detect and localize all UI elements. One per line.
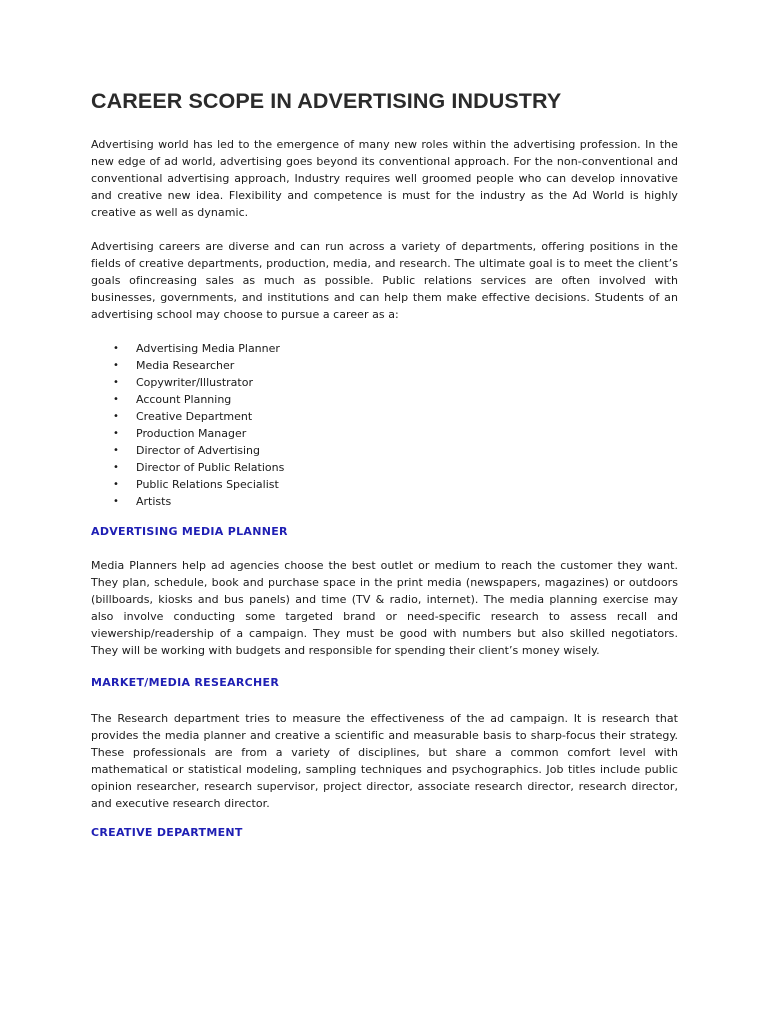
section-heading-media-researcher: MARKET/MEDIA RESEARCHER	[91, 676, 280, 689]
bullet-icon: •	[113, 411, 119, 422]
bullet-icon: •	[113, 394, 119, 405]
list-item	[91, 476, 284, 493]
document-title: CAREER SCOPE IN ADVERTISING INDUSTRY	[91, 89, 562, 113]
bullet-icon: •	[113, 462, 119, 473]
list-item-label: Advertising Media Planner	[136, 342, 280, 355]
list-item	[91, 408, 284, 425]
list-item	[91, 425, 284, 442]
list-item	[91, 459, 284, 476]
bullet-icon: •	[113, 360, 119, 371]
list-item	[91, 442, 284, 459]
bullet-icon: •	[113, 479, 119, 490]
career-list	[91, 340, 284, 510]
bullet-icon: •	[113, 343, 119, 354]
intro-paragraph: Advertising world has led to the emergence of many new roles within the advertising profession. In the new edge of ad world, advertising goes beyond its conventional approach. For the non-conventional and conventional advertising approach, Industry requires well groomed people who can develop innovative and creative new idea. Flexibility and competence is must for the industry as the Ad World is highly creative as well as dynamic.	[91, 138, 678, 219]
list-item-label: Artists	[136, 495, 172, 508]
list-item	[91, 340, 284, 357]
list-item	[91, 357, 284, 374]
bullet-icon: •	[113, 377, 119, 388]
list-item-label: Copywriter/Illustrator	[136, 376, 253, 389]
list-item	[91, 493, 284, 510]
list-item	[91, 391, 284, 408]
section-heading-creative-department: CREATIVE DEPARTMENT	[91, 826, 243, 839]
bullet-icon: •	[113, 428, 119, 439]
list-item-label: Director of Public Relations	[136, 461, 285, 474]
careers-paragraph: Advertising careers are diverse and can run across a variety of departments, offering positions in the fields of creative departments, production, media, and research. The ultimate goal is to meet the client’s goals ofincreasing sales as much as possible. Public relations services are often involved with businesses, governments, and institutions and can help them make effective decisions. Students of an advertising school may choose to pursue a career as a:	[91, 240, 678, 321]
list-item-label: Production Manager	[136, 427, 247, 440]
bullet-icon: •	[113, 496, 119, 507]
list-item-label: Media Researcher	[136, 359, 235, 372]
list-item-label: Creative Department	[136, 410, 253, 423]
list-item-label: Account Planning	[136, 393, 232, 406]
section-body-media-planner: Media Planners help ad agencies choose the best outlet or medium to reach the customer they want. They plan, schedule, book and purchase space in the print media (newspapers, magazines) or outdoors (billboards, kiosks and bus panels) and time (TV & radio, internet). The media planning exercise may also involve conducting some targeted brand or need-specific research to assess recall and viewership/readership of a campaign. They must be good with numbers but also skilled negotiators. They will be working with budgets and responsible for spending their client’s money wisely.	[91, 559, 678, 657]
section-body-media-researcher: The Research department tries to measure the effectiveness of the ad campaign. It is research that provides the media planner and creative a scientific and measurable basis to sharp-focus their strategy. These professionals are from a variety of disciplines, but share a common comfort level with mathematical or statistical modeling, sampling techniques and psychographics. Job titles include public opinion researcher, research supervisor, project director, associate research director, research director, and executive research director.	[91, 712, 678, 810]
bullet-icon: •	[113, 445, 119, 456]
list-item	[91, 374, 284, 391]
section-heading-media-planner: ADVERTISING MEDIA PLANNER	[91, 525, 288, 538]
list-item-label: Public Relations Specialist	[136, 478, 279, 491]
list-item-label: Director of Advertising	[136, 444, 261, 457]
